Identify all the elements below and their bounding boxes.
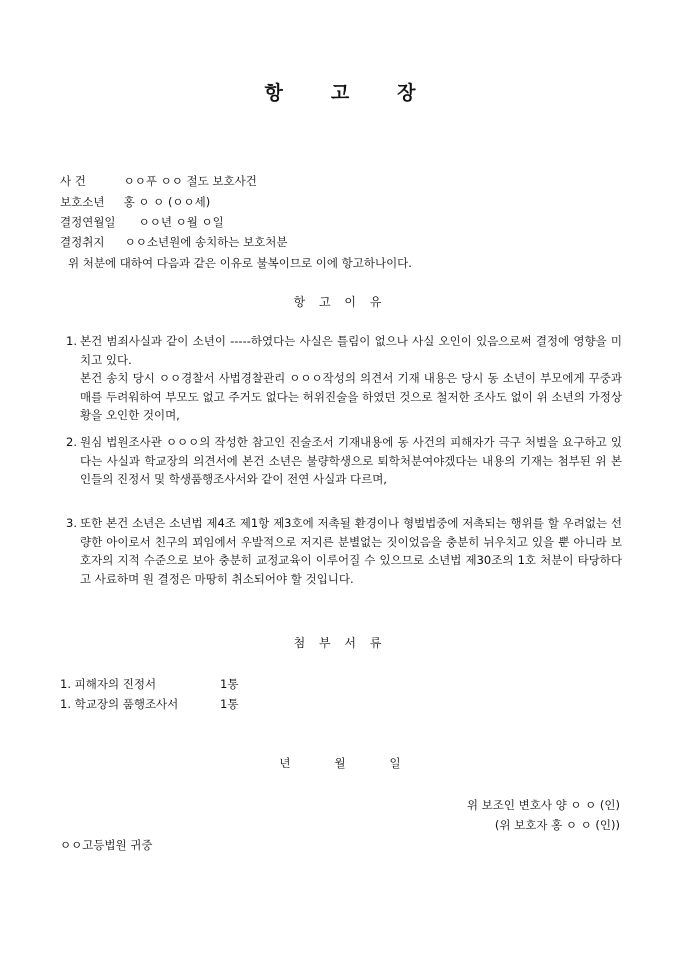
attachment-item <box>60 696 239 712</box>
decision-purport-row <box>60 234 288 250</box>
reason-number: 2. <box>66 435 77 449</box>
reasons-heading: 항 고 이 유 <box>293 295 387 309</box>
intro-statement: 위 처분에 대하여 다음과 같은 이유로 불복이므로 이에 항고하나이다. <box>68 256 412 270</box>
case-label: 사 건 <box>60 174 86 188</box>
juvenile-info-row <box>60 194 210 210</box>
reason-item-1 <box>66 332 622 425</box>
case-info-row <box>60 173 257 189</box>
filing-date <box>0 755 680 771</box>
reason-number: 3. <box>66 516 77 530</box>
document-title <box>0 78 680 105</box>
reason-extra-text: 본건 송치 당시 ㅇㅇ경찰서 사법경찰관리 ㅇㅇㅇ작성의 의견서 기재 내용은 당시 동 소년이 부모에게 꾸중과 매를 두려워하여 부모도 없고 주거도 없다는 허위진술을 하였던 것으로 철저한 조사도 없이 위 소년의 가정상황을 오인한 것이며, <box>80 371 622 423</box>
decision-date-value: ㅇㅇ년 ㅇ월 ㅇ일 <box>138 215 224 229</box>
attachment-qty: 1통 <box>220 697 239 711</box>
title-char: 항 <box>264 82 283 104</box>
decision-date-row <box>60 214 224 230</box>
case-value: ㅇㅇ푸 ㅇㅇ 절도 보호사건 <box>123 174 257 188</box>
decision-date-label: 결정연월일 <box>60 215 116 229</box>
court-addressee: ㅇㅇ고등법원 귀중 <box>60 838 153 852</box>
reason-text: 원심 법원조사관 ㅇㅇㅇ의 작성한 참고인 진술조서 기재내용에 동 사건의 피해자가 극구 처벌을 요구하고 있다는 사실과 학교장의 의견서에 본건 소년은 불량학생으로 퇴학처분여야겠다는 내용의 기재는 첨부된 위 본인들의 진정서 및 학생품행조사서와 같이 전연 사실과 다르며, <box>80 435 622 487</box>
reason-text: 또한 본건 소년은 소년법 제4조 제1항 제3호에 저촉될 환경이나 형벌법중에 저촉되는 행위를 할 우려없는 선량한 아이로서 친구의 꾀임에서 우발적으로 저지른 분별없는 짓이었음을 충분히 뉘우치고 있을 뿐 아니라 보호자의 지적 수준으로 보아 충분히 교정교육이 이루어질 수 있으므로 소년법 제30조의 1호 처분이 타당하다고 사료하며 원 결정은 마땅히 취소되어야 할 것입니다. <box>80 516 622 586</box>
attachment-name: 학교장의 품행조사서 <box>74 697 179 711</box>
attachments-heading: 첨 부 서 류 <box>293 636 387 650</box>
title-char: 고 <box>330 82 350 104</box>
reason-item-2 <box>66 433 622 489</box>
date-day: 일 <box>389 756 401 770</box>
juvenile-label: 보호소년 <box>60 195 105 209</box>
reason-item-3 <box>66 514 622 588</box>
attachment-number: 1. <box>60 677 71 691</box>
attorney-signature: 위 보조인 변호사 양 ㅇ ㅇ (인) <box>466 798 620 812</box>
attachment-number: 1. <box>60 697 71 711</box>
attachment-name: 피해자의 진정서 <box>74 677 157 691</box>
juvenile-value: 홍 ㅇ ㅇ (ㅇㅇ세) <box>123 195 211 209</box>
reason-text: 본건 범죄사실과 같이 소년이 -----하였다는 사실은 틀림이 없으나 사실 오인이 있음으로써 결정에 영향을 미치고 있다. <box>80 334 622 367</box>
attachment-qty: 1통 <box>220 677 239 691</box>
guardian-signature: (위 보호자 홍 ㅇ ㅇ (인)) <box>494 818 620 832</box>
date-year: 년 <box>279 756 291 770</box>
attachment-item <box>60 676 239 692</box>
reason-number: 1. <box>66 334 77 348</box>
decision-purport-label: 결정취지 <box>60 235 105 249</box>
title-char: 장 <box>397 82 416 104</box>
decision-purport-value: ㅇㅇ소년원에 송치하는 보호처분 <box>124 235 288 249</box>
date-month: 월 <box>334 756 346 770</box>
